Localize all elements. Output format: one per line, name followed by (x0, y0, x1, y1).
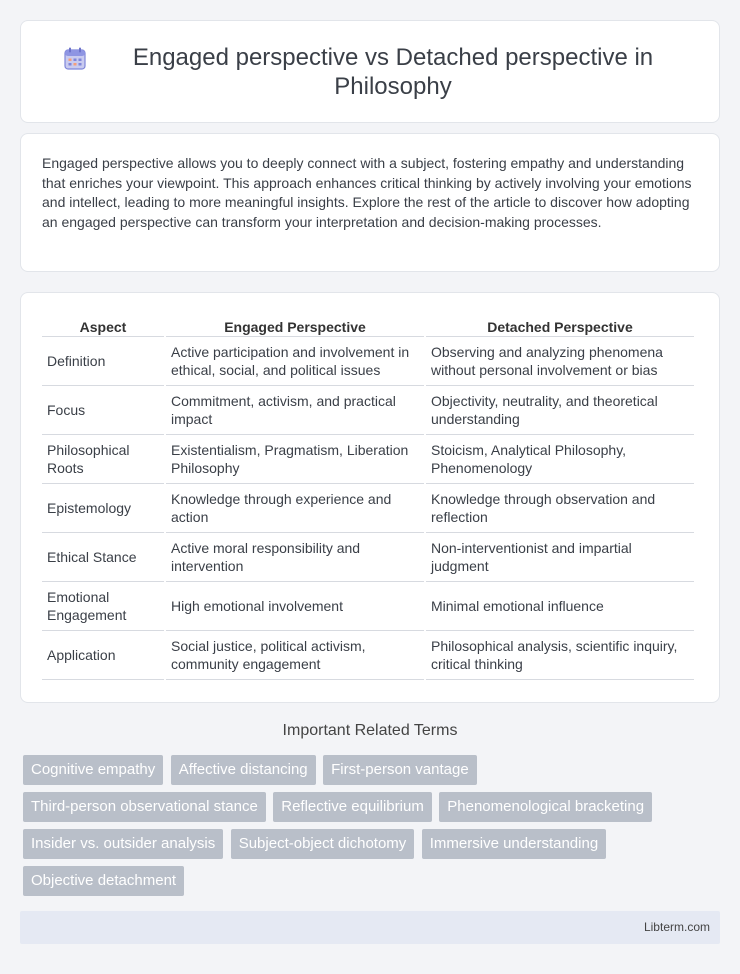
row-engaged: Social justice, political activism, community engagement (166, 631, 424, 680)
header-detached: Detached Perspective (426, 313, 694, 337)
related-term-tag[interactable]: Reflective equilibrium (273, 792, 432, 822)
comparison-table (40, 313, 696, 680)
table-row (42, 533, 694, 582)
row-aspect: Ethical Stance (42, 533, 164, 582)
related-term-tag[interactable]: Third-person observational stance (23, 792, 266, 822)
row-engaged: Knowledge through experience and action (166, 484, 424, 533)
row-aspect: Focus (42, 386, 164, 435)
row-detached: Non-interventionist and impartial judgment (426, 533, 694, 582)
related-term-tag[interactable]: Objective detachment (23, 866, 184, 896)
header-aspect: Aspect (42, 313, 164, 337)
table-row (42, 631, 694, 680)
row-engaged: Existentialism, Pragmatism, Liberation Philosophy (166, 435, 424, 484)
comparison-table-card (20, 292, 720, 703)
related-term-tag[interactable]: Cognitive empathy (23, 755, 163, 785)
table-row (42, 386, 694, 435)
table-row (42, 484, 694, 533)
intro-card (20, 133, 720, 272)
related-term-tag[interactable]: Subject-object dichotomy (231, 829, 415, 859)
row-detached: Stoicism, Analytical Philosophy, Phenomenology (426, 435, 694, 484)
title-wrap (61, 43, 679, 101)
row-engaged: Active participation and involvement in ethical, social, and political issues (166, 337, 424, 386)
row-aspect: Epistemology (42, 484, 164, 533)
header-engaged: Engaged Perspective (166, 313, 424, 337)
related-terms-list (23, 755, 723, 903)
calendar-icon (61, 45, 89, 73)
row-detached: Minimal emotional influence (426, 582, 694, 631)
row-aspect: Philosophical Roots (42, 435, 164, 484)
table-row (42, 582, 694, 631)
related-terms-heading: Important Related Terms (282, 722, 458, 739)
page-title: Engaged perspective vs Detached perspective in Philosophy (132, 43, 654, 100)
row-aspect: Emotional Engagement (42, 582, 164, 631)
table-row (42, 337, 694, 386)
row-engaged: Active moral responsibility and intervention (166, 533, 424, 582)
row-detached: Observing and analyzing phenomena without personal involvement or bias (426, 337, 694, 386)
title-card (20, 20, 720, 123)
row-detached: Objectivity, neutrality, and theoretical understanding (426, 386, 694, 435)
related-term-tag[interactable]: First-person vantage (323, 755, 477, 785)
table-row (42, 435, 694, 484)
row-detached: Philosophical analysis, scientific inquiry, critical thinking (426, 631, 694, 680)
row-detached: Knowledge through observation and reflection (426, 484, 694, 533)
row-engaged: High emotional involvement (166, 582, 424, 631)
intro-paragraph: Engaged perspective allows you to deeply connect with a subject, fostering empathy and understanding that enriches your viewpoint. This approach enhances critical thinking by actively involving your emotions and intellect, leading to more meaningful insights. Explore the rest of the article to discover how adopting an engaged perspective can transform your interpretation and decision-making processes. (42, 155, 692, 230)
footer-site-link[interactable]: Libterm.com (643, 920, 710, 934)
footer (20, 911, 720, 944)
related-term-tag[interactable]: Affective distancing (171, 755, 316, 785)
related-term-tag[interactable]: Insider vs. outsider analysis (23, 829, 223, 859)
row-engaged: Commitment, activism, and practical impact (166, 386, 424, 435)
related-term-tag[interactable]: Phenomenological bracketing (439, 792, 652, 822)
row-aspect: Application (42, 631, 164, 680)
row-aspect: Definition (42, 337, 164, 386)
table-header-row (42, 313, 694, 337)
related-term-tag[interactable]: Immersive understanding (422, 829, 606, 859)
